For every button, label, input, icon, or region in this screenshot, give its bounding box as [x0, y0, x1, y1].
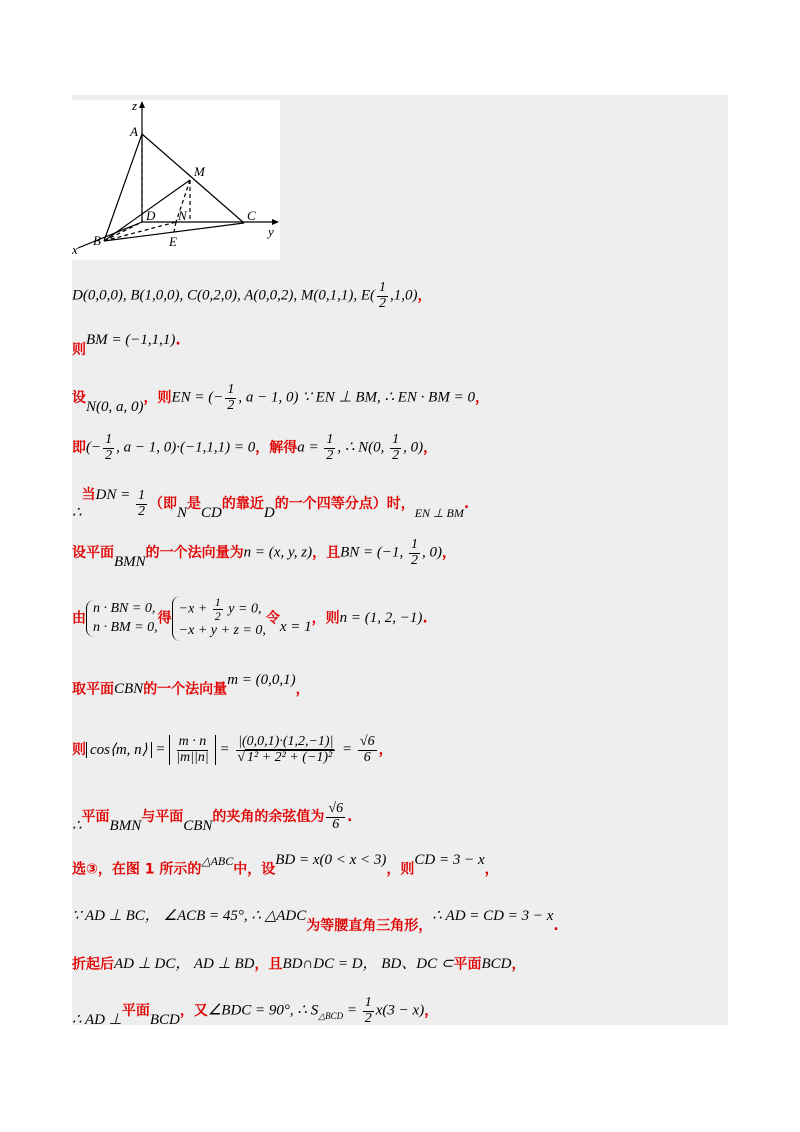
perpendicular-condition: , a − 1, 0) ∵ EN ⊥ BM, ∴ EN · BM = 0 [238, 389, 475, 406]
coordinates-line [72, 281, 432, 311]
fraction [213, 596, 223, 622]
isosceles-line [72, 908, 559, 934]
N-symbol: N [177, 504, 188, 521]
intersection-expr: BD∩DC = D， BD、DC ⊂ [282, 956, 454, 973]
solve-a-line [72, 433, 437, 463]
equation-row-2: −x + y + z = 0, [178, 623, 266, 639]
numerator: m · n [178, 734, 207, 749]
equation-row-1 [179, 596, 266, 622]
punctuation: . [347, 809, 353, 826]
angle-cosine-line [72, 802, 352, 832]
denominator: √ 1² + 2² + (−1)² [237, 749, 333, 765]
numerator: 1 [411, 537, 419, 552]
numerator: 1 [105, 432, 113, 447]
text-then: 则 [72, 742, 86, 759]
punctuation: ， [442, 545, 457, 562]
punctuation: . [463, 496, 470, 513]
label-N: N [178, 208, 187, 223]
dot-product-expr: (− [86, 439, 102, 456]
numerator: 1 [379, 280, 386, 295]
denominator: |m||n| [176, 749, 209, 765]
denominator: 2 [138, 503, 146, 519]
area-expr: x(3 − x) [375, 1002, 425, 1019]
tetrahedron-figure [72, 100, 280, 260]
text-plane: 平面 [81, 809, 110, 826]
label-M: M [194, 164, 205, 179]
text-also: ，又 [179, 1003, 208, 1020]
point-N-line [72, 383, 489, 413]
text-from: 由 [72, 610, 86, 627]
denominator: 2 [105, 447, 113, 463]
fold-line [72, 957, 525, 972]
angle-BDC-expr: ∠BDC = 90°, ∴ S [207, 1002, 319, 1019]
text-namely: 即 [72, 440, 86, 457]
text-get: 得 [157, 610, 172, 627]
numerator: |(0,0,1)·(1,2,−1)| [238, 734, 334, 749]
normal-vector-m-line [72, 672, 310, 698]
denominator: 2 [227, 397, 235, 413]
fraction [324, 433, 335, 463]
vector-n-expr: n = (x, y, z) [243, 544, 313, 561]
text-and-plane: 与平面 [141, 809, 184, 826]
cosine-line: 则 cos⟨m, n⟩ = $\frac{m \cdot n}{|m||n|}$ = $\frac{|(0,0,1)\cdot(1,2,-1)|}{\text{√ 1² + 2² + (−1)²}}$ = $\frac{√6}{6}$ ， [72, 734, 393, 765]
text-isosceles-right: 为等腰直角三角形， [306, 917, 433, 934]
x-axis [78, 222, 142, 248]
conclusion-N-line [72, 486, 470, 521]
text-then: 则 [72, 341, 86, 358]
plane-BMN: BMN [109, 817, 142, 834]
area-subscript: △BCD [318, 1010, 344, 1021]
AD-perp: ∴ AD ⊥ [72, 1011, 122, 1028]
label-B: B [93, 233, 101, 248]
numerator: √6 [359, 734, 375, 749]
triangle-ABC: △ABC [201, 853, 234, 868]
numerator: √6 [328, 801, 344, 816]
text-then: ，则 [143, 390, 172, 407]
z-arrow [139, 101, 145, 108]
vector-EN-expr: EN = (− [171, 389, 224, 406]
punctuation: ， [484, 861, 499, 878]
punctuation: ， [378, 742, 393, 759]
equation-system-1 [86, 600, 158, 638]
numerator: 1 [214, 595, 221, 609]
denominator: 2 [214, 608, 221, 623]
edge-BN [104, 222, 176, 241]
option-3-line [72, 852, 499, 878]
text-cosine-is: 的夹角的余弦值为 [212, 809, 325, 826]
denominator: 6 [332, 816, 340, 832]
point-N-result: , ∴ N(0, [337, 439, 389, 456]
punctuation: ， [424, 1003, 439, 1020]
fraction [174, 735, 211, 765]
coordinates-expr-end: ,1,0) [390, 287, 418, 304]
fraction [409, 538, 420, 568]
text-choose-3: 选③，在图 1 所示的 [72, 861, 202, 878]
equals: = [343, 1002, 361, 1019]
text-plane: 平面 [121, 1003, 150, 1020]
fraction [326, 802, 345, 832]
denominator: 2 [392, 447, 400, 463]
fraction [225, 383, 236, 413]
punctuation: ， [474, 390, 489, 407]
fraction [358, 735, 377, 765]
x-equals-1: x = 1 [279, 619, 312, 636]
text-and: ，且 [254, 956, 283, 973]
therefore-symbol: ∴ [72, 504, 82, 521]
perpendicular-expr: AD ⊥ DC， AD ⊥ BD [114, 956, 255, 973]
vector-BN-expr-end: , 0) [422, 544, 443, 561]
normal-vector-n-line [72, 538, 456, 568]
denominator: 2 [364, 1010, 372, 1026]
fraction [103, 433, 114, 463]
punctuation: ， [295, 681, 310, 698]
vector-n-result: n = (1, 2, −1) [339, 610, 423, 627]
text-namely: （即 [149, 496, 178, 513]
edge-NE [174, 222, 176, 232]
text-in-let: 中，设 [233, 861, 276, 878]
sqrt-content: 1² + 2² + (−1)² [247, 749, 333, 765]
text-when: 当 [81, 487, 96, 504]
plane-BMN: BMN [114, 553, 146, 570]
area-line [72, 996, 438, 1026]
label-x: x [72, 242, 78, 257]
equation-n-BN: n · BN = 0, [93, 600, 156, 616]
denominator: 2 [411, 552, 419, 568]
text-and: ，且 [312, 545, 341, 562]
text-normal-vector: 的一个法向量 [143, 681, 228, 698]
dot-product-expr-end: , a − 1, 0)·(−1,1,1) = 0 [116, 439, 256, 456]
point-N-expr: N(0, a, 0) [86, 398, 144, 415]
text-let: 令 [265, 610, 280, 627]
vector-BN-expr: BN = (−1, [340, 544, 408, 561]
punctuation: ， [511, 956, 526, 973]
punctuation: ， [417, 288, 432, 305]
punctuation: . [175, 332, 181, 349]
vector-BM-line [72, 332, 181, 358]
D-symbol: D [263, 504, 275, 521]
equation-system-2 [172, 596, 266, 641]
punctuation: ， [423, 440, 438, 457]
text-after-fold: 折起后 [72, 956, 114, 973]
DN-expr: DN = [95, 486, 135, 503]
point-N-result-end: , 0) [403, 439, 424, 456]
text-plane: 平面 [453, 956, 482, 973]
fraction [377, 281, 388, 311]
abs-fraction [169, 735, 216, 765]
text-set-plane: 设平面 [72, 545, 114, 562]
denominator: 2 [379, 295, 386, 311]
plane-BCD: BCD [149, 1011, 180, 1028]
fraction [363, 996, 374, 1026]
numerator: 1 [326, 432, 334, 447]
text-take-plane: 取平面 [72, 681, 114, 698]
numerator: 1 [138, 488, 146, 503]
fraction [235, 735, 336, 765]
plane-BCD: BCD [481, 956, 512, 973]
a-value: a = [297, 439, 323, 456]
vector-m-expr: m = (0,0,1) [227, 672, 296, 689]
text-then: ，则 [386, 861, 415, 878]
label-E: E [169, 234, 177, 249]
coordinates-expr: D(0,0,0), B(1,0,0), C(0,2,0), A(0,0,2), M(0,1,1), E( [72, 287, 375, 304]
numerator: 1 [227, 382, 235, 397]
label-z: z [132, 100, 138, 113]
text-quarter-point: 的一个四等分点）时， [274, 496, 415, 513]
denominator: 2 [326, 447, 334, 463]
text-solve: ，解得 [255, 440, 298, 457]
BD-expr: BD = x(0 < x < 3) [275, 852, 387, 869]
punctuation: . [422, 610, 428, 627]
equation-n-BM: n · BM = 0, [93, 619, 158, 635]
label-D: D [146, 208, 156, 223]
fraction [136, 489, 147, 519]
text-near: 的靠近 [221, 496, 264, 513]
label-y: y [268, 224, 274, 239]
label-A: A [130, 124, 138, 139]
system-line [72, 596, 428, 641]
label-C: C [247, 208, 256, 223]
equation-part-end: y = 0, [224, 601, 262, 617]
plane-CBN: CBN [114, 681, 144, 698]
text-let: 设 [72, 390, 86, 407]
text-is: 是 [187, 496, 202, 513]
vector-BM-expr: BM = (−1,1,1) [86, 332, 176, 349]
AD-equals-CD: ∴ AD = CD = 3 − x [432, 908, 554, 925]
fraction [390, 433, 401, 463]
tetrahedron-diagram [72, 100, 280, 260]
edge-AC [142, 134, 244, 223]
numerator: 1 [392, 432, 400, 447]
plane-CBN: CBN [183, 817, 213, 834]
denominator: 6 [363, 749, 371, 765]
EN-perp-BM: EN ⊥ BM [414, 506, 464, 521]
text-normal-vector: 的一个法向量为 [145, 545, 244, 562]
perpendicular-expr: ∵ AD ⊥ BC， ∠ACB = 45°, ∴ △ADC [72, 908, 307, 925]
text-then: ，则 [311, 610, 340, 627]
cos-expr: cos⟨m, n⟩ [86, 742, 152, 758]
punctuation: . [553, 917, 559, 934]
CD-expr: CD = 3 − x [414, 852, 485, 869]
equation-part: −x + [178, 601, 211, 617]
CD-symbol: CD [201, 504, 222, 521]
therefore-symbol: ∴ [72, 817, 82, 834]
numerator: 1 [364, 995, 372, 1010]
